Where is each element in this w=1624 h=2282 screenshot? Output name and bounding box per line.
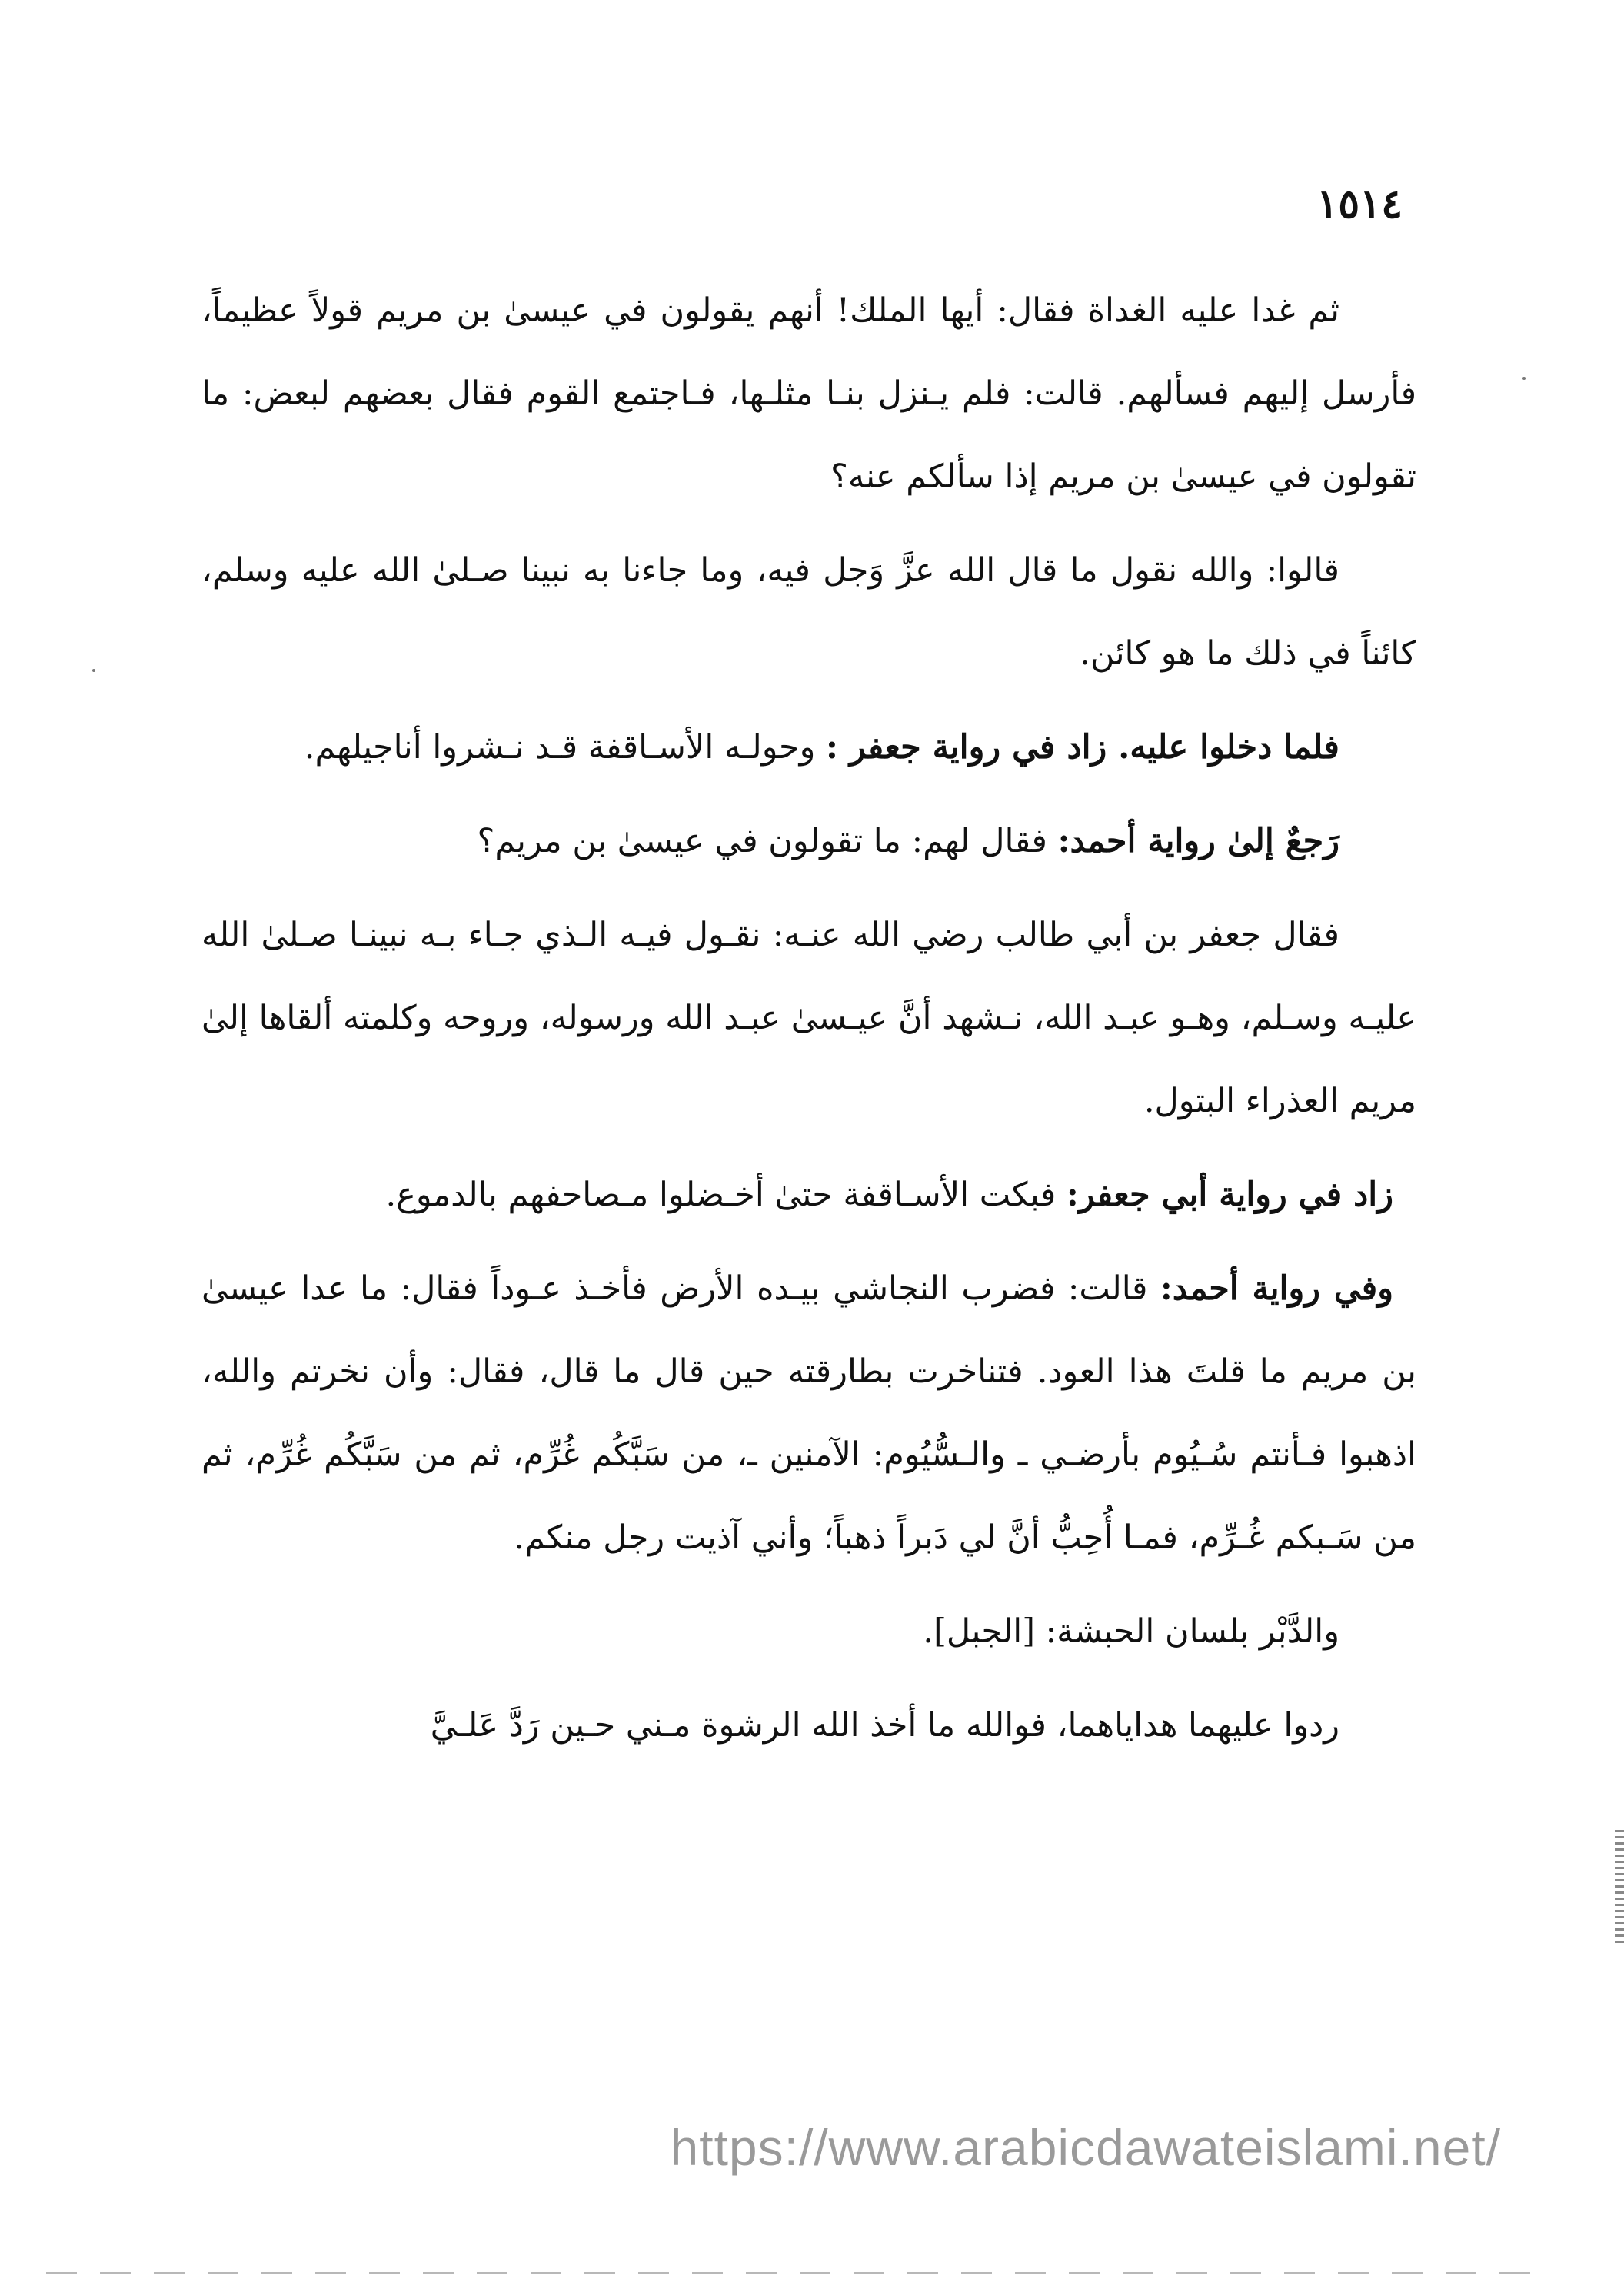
paragraph-4-text: فقال لهم: ما تقولون في عيسىٰ بن مريم؟ [477, 822, 1058, 860]
page-number: ١٥١٤ [1316, 181, 1403, 228]
paragraph-5-text: فقال جعفر بن أبي طالب رضي الله عنـه: نقـول فيـه الـذي جـاء بـه نبينـا صـلىٰ الله عليـه وسـلم، وهـو عبـد الله، نـشهد أنَّ عيـسىٰ عبـد الله ورسوله، وروحه وكلمته ألقاها إلىٰ مريم العذراء البتول. [201, 916, 1416, 1120]
paragraph-4-lead: رَجعٌ إلىٰ رواية أحمد: [1057, 822, 1339, 860]
scan-speck [92, 669, 95, 672]
paragraph-4 [201, 800, 1416, 883]
paragraph-7-text: قالت: فضرب النجاشي بيـده الأرض فأخـذ عـوداً فقال: ما عدا عيسىٰ بن مريم ما قلتَ هذا العود. فتناخرت بطارقته حين قال ما قال، فقال: وأن نخرتم والله، اذهبوا فـأنتم سُـيُوم بأرضـي ـ والـسُّيُوم: الآمنين ـ، من سَبَّكُم غُرِّم، ثم من سَبَّكُم غُرِّم، ثم من سَـبكم غُـرِّم، فمـا أُحِبُّ أنَّ لي دَبراً ذهباً؛ وأني آذيت رجل منكم. [201, 1269, 1416, 1557]
paragraph-1 [201, 269, 1416, 518]
paragraph-8-text: والدَّبْر بلسان الحبشة: [الجبل]. [923, 1612, 1339, 1651]
paragraph-9 [201, 1684, 1416, 1767]
paragraph-9-text: ردوا عليهما هداياهما، فوالله ما أخذ الله الرشوة مـني حـين رَدَّ عَلـيَّ [430, 1706, 1339, 1745]
paragraph-7 [201, 1247, 1416, 1579]
watermark-url: https://www.arabicdawateislami.net/ [670, 2119, 1501, 2176]
paragraph-2-text: قالوا: والله نقول ما قال الله عزَّ وَجل فيه، وما جاءنا به نبينا صـلىٰ الله عليه وسلم، كائناً في ذلك ما هو كائن. [201, 551, 1416, 673]
paragraph-1-text: ثم غدا عليه الغداة فقال: أيها الملك! أنهم يقولون في عيسىٰ بن مريم قولاً عظيماً، فأرسل إليهم فسألهم. قالت: فلم يـنزل بنـا مثلـها، فـاجتمع القوم فقال بعضهم لبعض: ما تقولون في عيسىٰ بن مريم إذا سألكم عنه؟ [201, 291, 1416, 496]
paragraph-2 [201, 529, 1416, 695]
scan-bottom-line [46, 2272, 1546, 2274]
page-body [201, 269, 1416, 1778]
scan-edge-mark [1615, 1830, 1624, 1945]
paragraph-6-text: فبكت الأسـاقفة حتىٰ أخـضلوا مـصاحفهم بالدموع. [385, 1176, 1067, 1214]
paragraph-3 [201, 706, 1416, 789]
paragraph-3-text: وحولـه الأسـاقفة قـد نـشروا أناجيلهم. [304, 728, 826, 767]
paragraph-6-lead: زاد في رواية أبي جعفر: [1066, 1176, 1393, 1214]
paragraph-3-lead: فلما دخلوا عليه. زاد في رواية جعفر : [826, 728, 1339, 767]
scan-speck [1522, 377, 1526, 380]
paragraph-8 [201, 1590, 1416, 1673]
paragraph-7-lead: وفي رواية أحمد: [1160, 1269, 1393, 1308]
paragraph-6 [201, 1153, 1416, 1236]
paragraph-5 [201, 893, 1416, 1143]
